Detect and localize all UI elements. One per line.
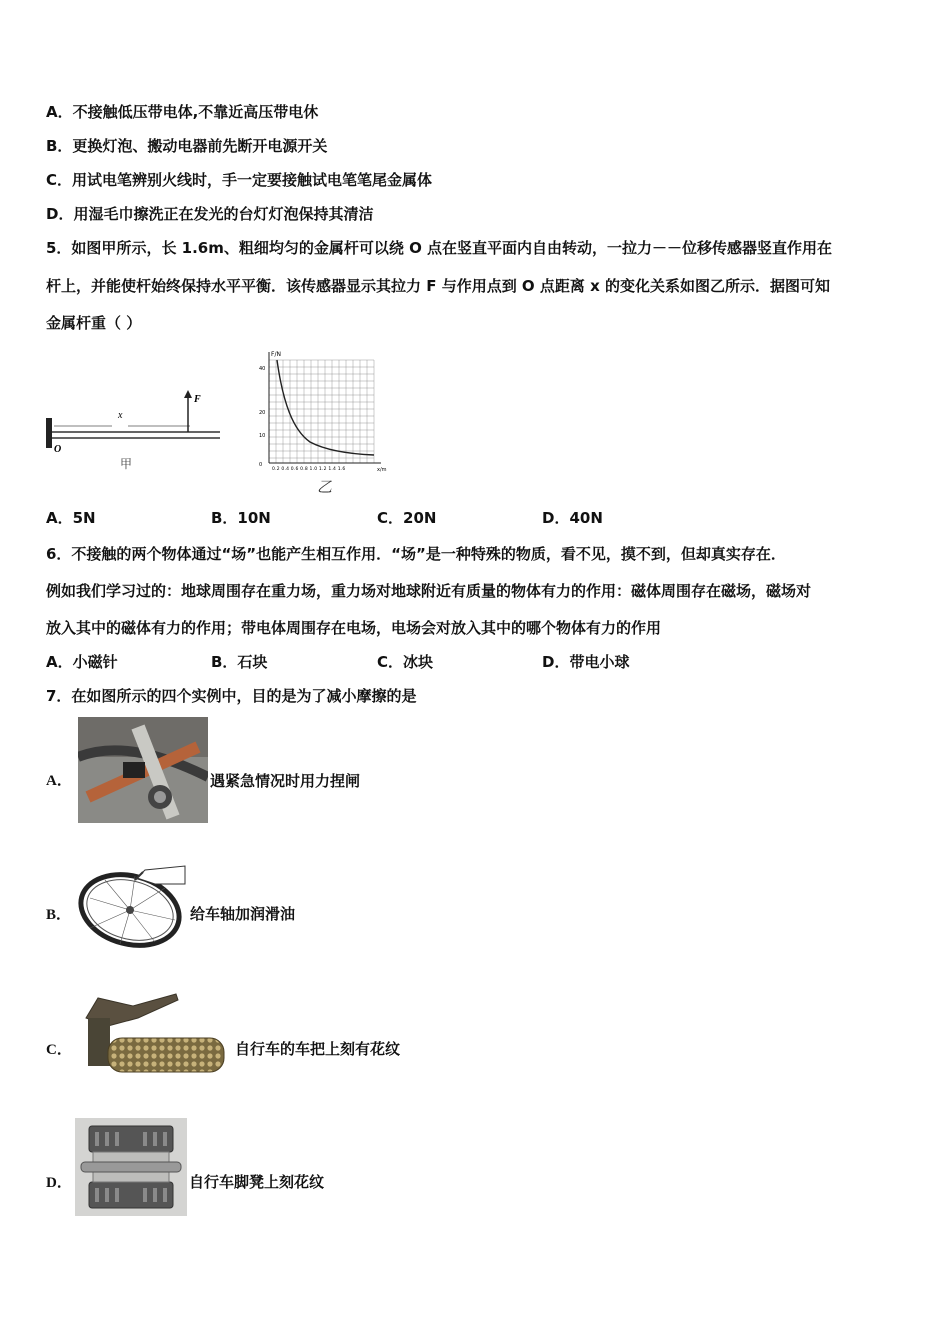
graph-ytick-10: 10 bbox=[259, 433, 266, 439]
q7-b-letter: B． bbox=[46, 907, 72, 923]
q7-d-text: 自行车脚凳上刻花纹 bbox=[189, 1173, 325, 1191]
x-label: x bbox=[118, 410, 123, 421]
wall-pivot bbox=[46, 418, 52, 448]
q7-c-letter: C． bbox=[46, 1042, 72, 1058]
q6-option-a: A．小磁针 bbox=[46, 653, 118, 671]
q7-b-text: 给车轴加润滑油 bbox=[190, 905, 296, 923]
q5-option-b: B．10N bbox=[211, 509, 271, 527]
q7-a-text: 遇紧急情况时用力捏闸 bbox=[210, 772, 361, 790]
q7-d-letter: D． bbox=[46, 1175, 72, 1191]
q4-option-d: D．用湿毛巾擦洗正在发光的台灯灯泡保持其清洁 bbox=[46, 205, 374, 223]
figure-jia-lever bbox=[42, 380, 232, 475]
q4-option-a: A．不接触低压带电体,不靠近高压带电休 bbox=[46, 103, 319, 121]
q5-option-c: C．20N bbox=[377, 509, 437, 527]
force-F-label: F bbox=[194, 394, 201, 405]
q6-stem-line3: 放入其中的磁体有力的作用；带电体周围存在电场，电场会对放入其中的哪个物体有力的作用 bbox=[46, 619, 662, 637]
q6-option-d: D．带电小球 bbox=[542, 653, 630, 671]
graph-xticks: 0.2 0.4 0.6 0.8 1.0 1.2 1.4 1.6 bbox=[272, 467, 346, 472]
q6-stem-line1: 6．不接触的两个物体通过“场”也能产生相互作用．“场”是一种特殊的物质，看不见，摸不到，但却真实存在． bbox=[46, 545, 786, 563]
graph-ytick-0: 0 bbox=[259, 462, 263, 468]
pivot-O-label: O bbox=[54, 444, 62, 455]
graph-ytick-40: 40 bbox=[259, 366, 266, 372]
q6-option-b: B．石块 bbox=[211, 653, 268, 671]
q4-option-b: B．更换灯泡、搬动电器前先断开电源开关 bbox=[46, 137, 328, 155]
q7-c-text: 自行车的车把上刻有花纹 bbox=[235, 1040, 401, 1058]
figure-yi-caption: 乙 bbox=[317, 478, 333, 496]
q5-option-d: D．40N bbox=[542, 509, 603, 527]
figure-jia-caption: 甲 bbox=[120, 457, 133, 471]
graph-ytick-20: 20 bbox=[259, 410, 266, 416]
wheel-oil-illustration bbox=[75, 858, 190, 948]
q5-stem-line1: 5．如图甲所示，长 1.6m、粗细均匀的金属杆可以绕 O 点在竖直平面内自由转动，一拉力－－位移传感器竖直作用在 bbox=[46, 239, 833, 257]
graph-ylabel: F/N bbox=[271, 351, 281, 358]
q4-option-c: C．用试电笔辨别火线时，手一定要接触试电笔笔尾金属体 bbox=[46, 171, 433, 189]
pedal-photo bbox=[75, 1118, 187, 1216]
figure-yi-graph bbox=[255, 348, 390, 498]
q7-a-letter: A． bbox=[46, 773, 72, 789]
handlebar-grip-photo bbox=[78, 988, 228, 1080]
q5-stem-line3: 金属杆重（ ） bbox=[46, 314, 142, 332]
q7-stem: 7．在如图所示的四个实例中，目的是为了减小摩擦的是 bbox=[46, 687, 417, 705]
q5-option-a: A．5N bbox=[46, 509, 96, 527]
q6-stem-line2: 例如我们学习过的：地球周围存在重力场，重力场对地球附近有质量的物体有力的作用：磁体周围存在磁场，磁场对 bbox=[46, 582, 812, 600]
q6-option-c: C．冰块 bbox=[377, 653, 434, 671]
q5-stem-line2: 杆上，并能使杆始终保持水平平衡．该传感器显示其拉力 F 与作用点到 O 点距离 x 的变化关系如图乙所示．据图可知 bbox=[46, 277, 831, 295]
brake-photo bbox=[78, 717, 208, 823]
graph-xlabel: x/m bbox=[377, 467, 387, 473]
force-arrow-head bbox=[184, 390, 192, 398]
